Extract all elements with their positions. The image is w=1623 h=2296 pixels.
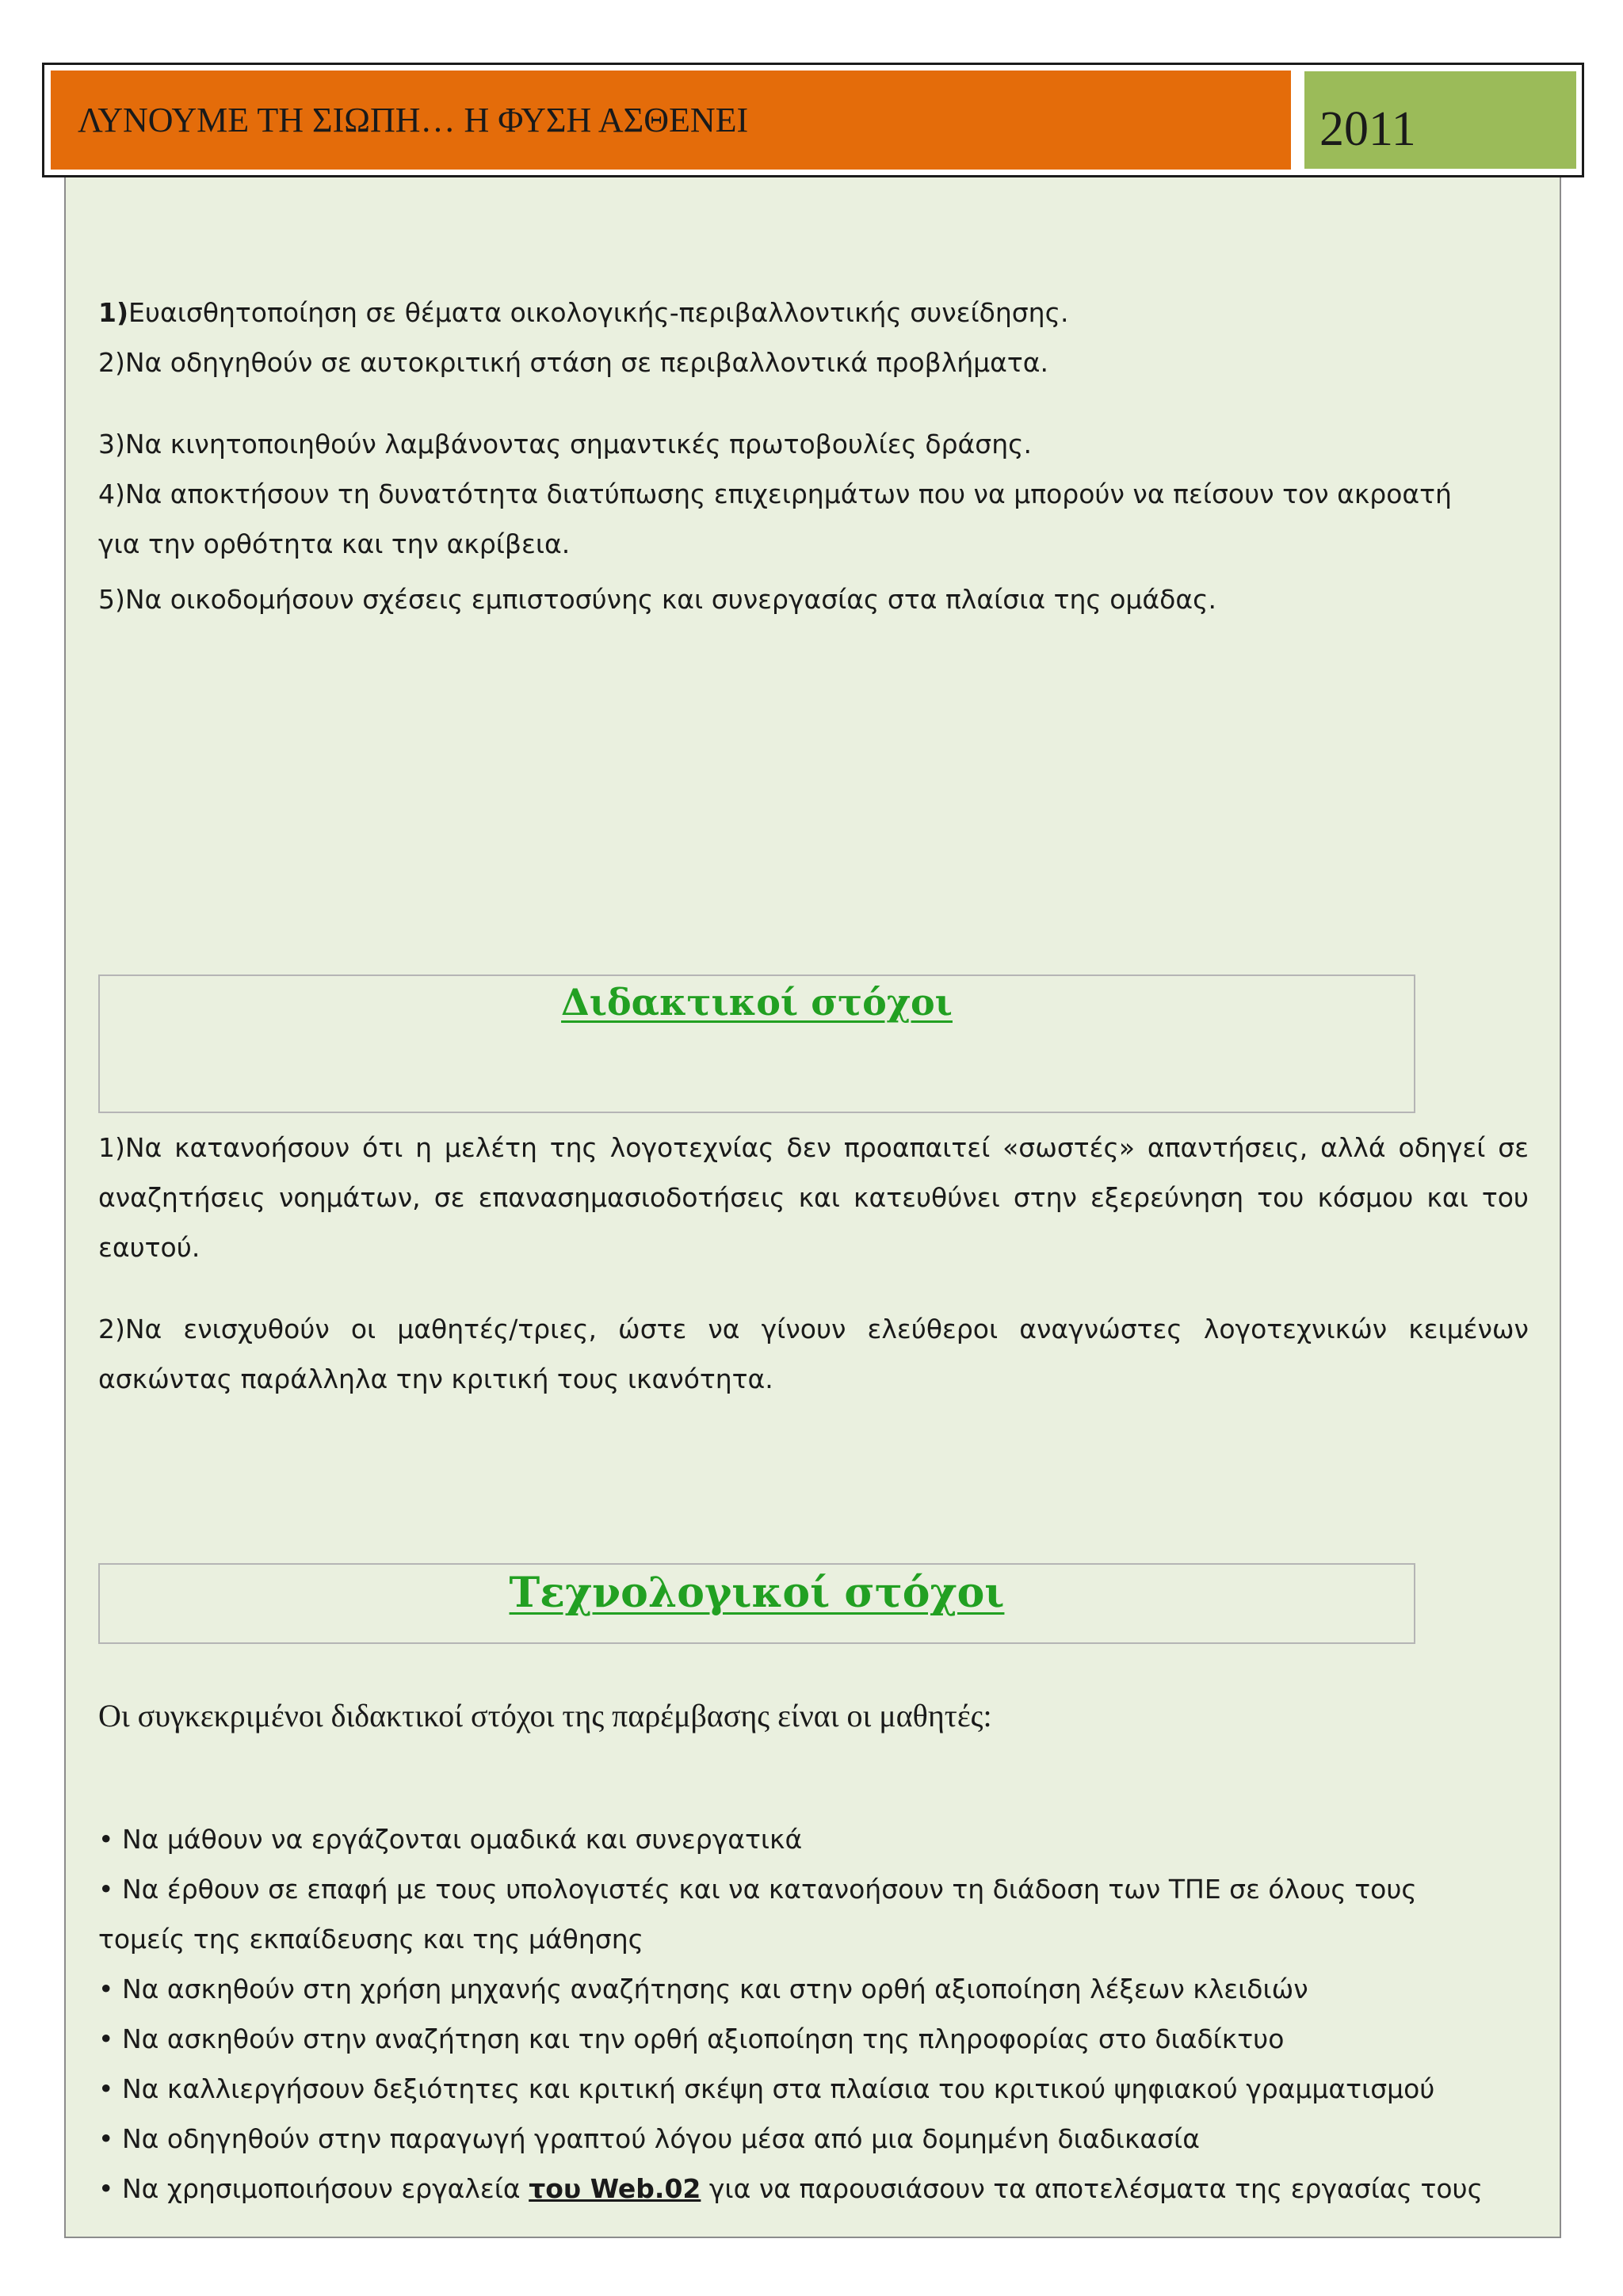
list-item: • Να καλλιεργήσουν δεξιότητες και κριτική σκέψη στα πλαίσια του κριτικού ψηφιακού γραμματισμού xyxy=(98,2073,1435,2104)
goal-item-2: 2)Να οδηγηθούν σε αυτοκριτική στάση σε περιβαλλοντικά προβλήματα. xyxy=(98,347,1049,378)
header-year: 2011 xyxy=(1319,102,1416,156)
list-item xyxy=(98,2164,1483,2214)
didactic-paragraph-1: 1)Να κατανοήσουν ότι η μελέτη της λογοτεχνίας δεν προαπαιτεί «σωστές» απαντήσεις, αλλά οδηγεί σε αναζητήσεις νοημάτων, σε επανασημασιοδοτήσεις και κατευθύνει στην εξερεύνηση του κόσμου και του εαυτού. xyxy=(98,1132,1529,1263)
tech-intro: Οι συγκεκριμένοι διδακτικοί στόχοι της παρέμβασης είναι οι μαθητές: xyxy=(98,1698,992,1733)
goal-item-4-continued: για την ορθότητα και την ακρίβεια. xyxy=(98,528,571,559)
list-item: τομείς της εκπαίδευσης και της μάθησης xyxy=(98,1924,643,1955)
list-item: • Να ασκηθούν στην αναζήτηση και την ορθή αξιοποίηση της πληροφορίας στο διαδίκτυο xyxy=(98,2023,1285,2054)
web02-link[interactable]: του Web.02 xyxy=(529,2173,701,2204)
goal-item-5: 5)Να οικοδομήσουν σχέσεις εμπιστοσύνης και συνεργασίας στα πλαίσια της ομάδας. xyxy=(98,584,1216,615)
tech-heading: Τεχνολογικοί στόχοι xyxy=(509,1569,1005,1617)
list-item: • Να έρθουν σε επαφή με τους υπολογιστές και να κατανοήσουν τη διάδοση των ΤΠΕ σε όλους τους xyxy=(98,1874,1417,1905)
goal-item-1-text: Ευαισθητοποίηση σε θέματα οικολογικής-περιβαλλοντικής συνείδησης. xyxy=(128,297,1069,328)
didactic-paragraph-2: 2)Να ενισχυθούν οι μαθητές/τριες, ώστε να γίνουν ελεύθεροι αναγνώστες λογοτεχνικών κειμένων ασκώντας παράλληλα την κριτική τους ικανότητα. xyxy=(98,1314,1529,1394)
last-bullet-prefix: • Να χρησιμοποιήσουν εργαλεία xyxy=(98,2173,529,2204)
last-bullet-suffix: για να παρουσιάσουν τα αποτελέσματα της εργασίας τους xyxy=(701,2173,1483,2204)
list-item: • Να οδηγηθούν στην παραγωγή γραπτού λόγου μέσα από μια δομημένη διαδικασία xyxy=(98,2123,1200,2154)
header-title: ΛΥΝΟΥΜΕ ΤΗ ΣΙΩΠΗ… Η ΦΥΣΗ ΑΣΘΕΝΕΙ xyxy=(78,101,749,139)
goal-item-1-number: 1) xyxy=(98,297,129,328)
goal-item-3: 3)Να κινητοποιηθούν λαμβάνοντας σημαντικές πρωτοβουλίες δράσης. xyxy=(98,429,1032,460)
tech-bullet-list xyxy=(98,1814,1483,2214)
didactic-heading: Διδακτικοί στόχοι xyxy=(561,981,953,1024)
list-item: • Να ασκηθούν στη χρήση μηχανής αναζήτησης και στην ορθή αξιοποίηση λέξεων κλειδιών xyxy=(98,1974,1308,2004)
list-item: • Να μάθουν να εργάζονται ομαδικά και συνεργατικά xyxy=(98,1824,803,1855)
goal-item-1 xyxy=(98,297,1068,328)
goal-item-4: 4)Να αποκτήσουν τη δυνατότητα διατύπωσης επιχειρημάτων που να μπορούν να πείσουν τον ακροατή xyxy=(98,479,1452,509)
